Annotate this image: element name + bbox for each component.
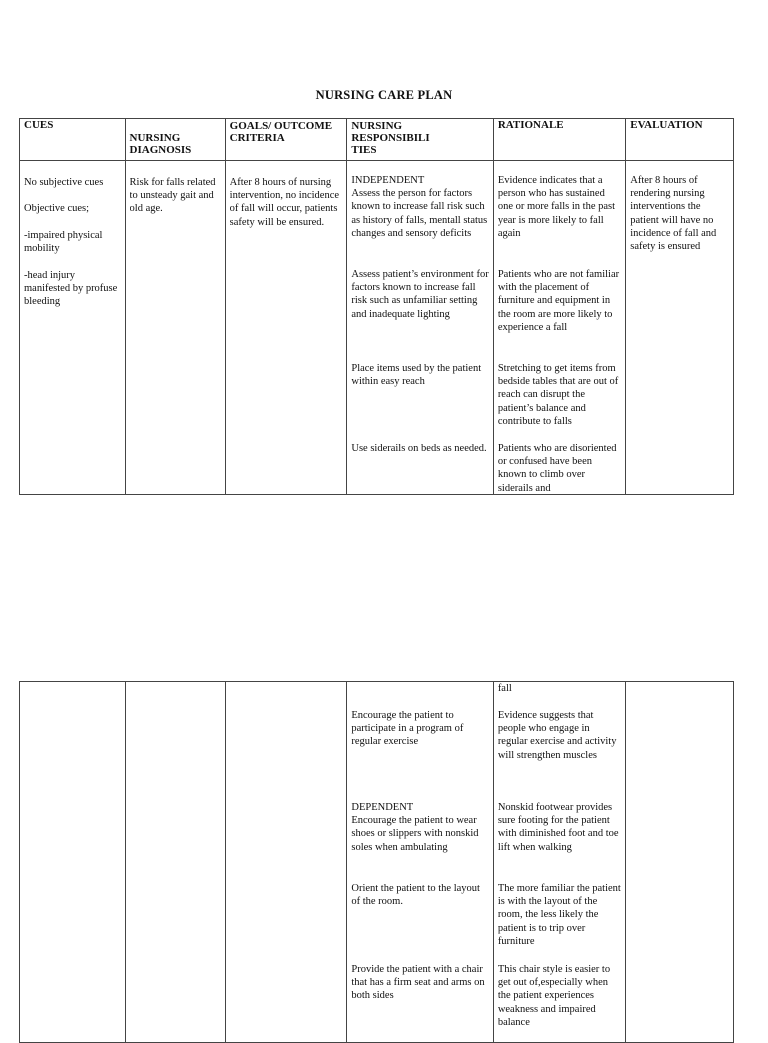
- rationale-cell-continued: [493, 682, 625, 1043]
- cue-item: -impaired physical mobility: [24, 230, 103, 255]
- header-responsibilities-line2: RESPONSIBILI: [351, 132, 430, 144]
- responsibility-item: Assess patient’s environment for factors known to increase fall risk such as unfamiliar setting and inadequate lighting: [351, 269, 489, 320]
- responsibility-item: Orient the patient to the layout of the room.: [351, 883, 480, 908]
- responsibilities-cell: [347, 161, 493, 495]
- responsibility-item: Provide the patient with a chair that has a firm seat and arms on both sides: [351, 964, 485, 1002]
- cues-cell: [20, 161, 126, 495]
- header-nursing-diagnosis-label: NURSING DIAGNOSIS: [129, 132, 192, 156]
- rationale-item: Evidence suggests that people who engage in regular exercise and activity will strengthen muscles: [497, 710, 617, 761]
- responsibility-item: [351, 174, 488, 240]
- cue-item: -head injury manifested by profuse bleeding: [24, 270, 118, 308]
- cue-item: No subjective cues: [24, 177, 104, 188]
- header-responsibilities-line1: NURSING: [351, 120, 403, 132]
- rationale-continued-text: fall: [497, 683, 512, 694]
- document-title: NURSING CARE PLAN: [315, 88, 453, 102]
- care-plan-row: [20, 161, 734, 495]
- header-nursing-diagnosis: [125, 119, 225, 161]
- care-plan-row-continued: [20, 682, 734, 1043]
- responsibility-item: Place items used by the patient within easy reach: [351, 363, 482, 388]
- header-rationale: RATIONALE: [493, 119, 625, 161]
- rationale-item: Evidence indicates that a person who has sustained one or more falls in the past year is more likely to fall again: [497, 175, 616, 239]
- rationale-item: This chair style is easier to get out of,especially when the patient experiences weakness and impaired balance: [497, 964, 611, 1028]
- responsibilities-cell-continued: [347, 682, 493, 1043]
- evaluation-cell-continued: [626, 682, 734, 1043]
- care-plan-table-page-2: [19, 681, 734, 1043]
- responsibility-item: Use siderails on beds as needed.: [351, 443, 487, 454]
- care-plan-table-page-1: [19, 118, 734, 495]
- dependent-heading: DEPENDENT: [351, 802, 414, 813]
- independent-heading: INDEPENDENT: [351, 175, 425, 186]
- cue-item: Objective cues;: [24, 203, 90, 214]
- rationale-cell: [493, 161, 625, 495]
- rationale-item: The more familiar the patient is with the layout of the room, the less likely the patient is to trip over furniture: [497, 883, 621, 947]
- diagnosis-cell: [125, 161, 225, 495]
- rationale-item: Patients who are disoriented or confused have been known to climb over siderails and: [497, 443, 617, 494]
- header-goals: [225, 119, 347, 161]
- header-evaluation: EVALUATION: [626, 119, 734, 161]
- goals-cell: [225, 161, 347, 495]
- evaluation-cell: [626, 161, 734, 495]
- header-goals-label: GOALS/ OUTCOME CRITERIA: [229, 120, 333, 144]
- responsibility-text: Encourage the patient to wear shoes or slippers with nonskid soles when ambulating: [351, 815, 479, 853]
- rationale-item: Nonskid footwear provides sure footing for the patient with diminished foot and toe lift when walking: [497, 802, 619, 853]
- responsibility-item: Encourage the patient to participate in a program of regular exercise: [351, 710, 464, 748]
- header-responsibilities: [347, 119, 493, 161]
- header-row: [20, 119, 734, 161]
- rationale-item: Stretching to get items from bedside tables that are out of reach can disrupt the patient’s balance and contribute to falls: [497, 363, 619, 427]
- diagnosis-cell-continued: [125, 682, 225, 1043]
- responsibility-item: [351, 801, 488, 854]
- goals-cell-continued: [225, 682, 347, 1043]
- evaluation-text: After 8 hours of rendering nursing interventions the patient will have no incidence of fall and safety is ensured: [630, 175, 717, 253]
- cues-cell-continued: [20, 682, 126, 1043]
- header-cues: CUES: [20, 119, 126, 161]
- rationale-item: Patients who are not familiar with the placement of furniture and equipment in the room are more likely to experience a fall: [497, 269, 620, 333]
- header-responsibilities-line3: TIES: [351, 144, 377, 156]
- diagnosis-text: Risk for falls related to unsteady gait and old age.: [129, 177, 216, 215]
- goals-text: After 8 hours of nursing intervention, no incidence of fall will occur, patients safety will be ensured.: [229, 177, 340, 228]
- responsibility-text: Assess the person for factors known to increase fall risk such as history of falls, mentall status changes and sensory deficits: [351, 188, 488, 239]
